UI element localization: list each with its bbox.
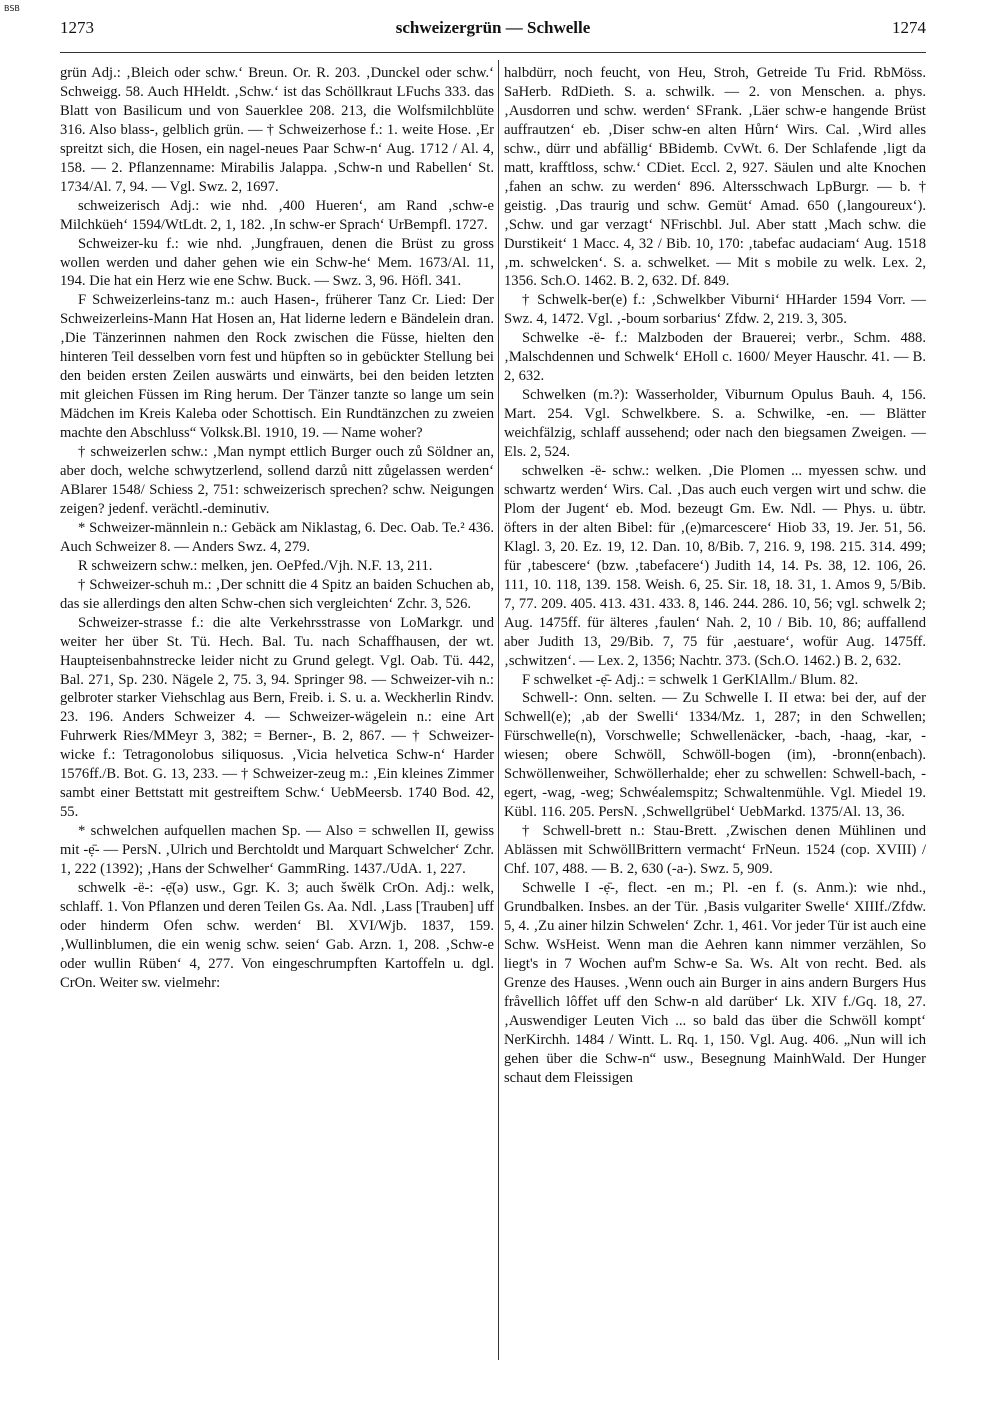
entry-paragraph: schwelk -ë-: -ẹ̄(ə) usw., Ggr. K. 3; auch šwëlk CrOn. Adj.: welk, schlaff. 1. Von Pflanzen und deren Teilen Gs. Aa. Ndl. ‚Lass [Trauben] uff oder hinderm Ofen schw. werden‘ Bl. XVI/Wjb. 1837, 159. ‚Wullinblumen, die ein wenig schw. seien‘ Gab. Arzn. 1, 208. ‚Schw-e oder wullin Rüben‘ 4, 277. Von eingeschrumpften Kartoffeln u. dgl. CrOn. Weiter sw. vielmehr:	[60, 879, 494, 991]
library-stamp: BSB	[4, 4, 20, 13]
entry-paragraph: Schweizer-ku f.: wie nhd. ‚Jungfrauen, denen die Brüst zu gross wollen werden und daher gehen wie ein Schw-he‘ Mem. 1673/Al. 11, 194. Die hat ein Herz wie ene Schw. Buck. — Swz. 3, 96. Höfl. 341.	[60, 235, 494, 290]
entry-paragraph: schwelken -ë- schw.: welken. ‚Die Plomen ... myessen schw. und schwartz werden‘ Wirs. Cal. ‚Das auch euch vergen wirt und schw. die Plom der Jugent‘ eb. Mod. bezeugt Gm. Ew. Ndl. — Phys. u. übtr. öfters in der alten Bibel: für ‚(e)marcescere‘ Hiob 33, 19. Jer. 51, 56. Klagl. 3, 20. Ez. 19, 12. Dan. 10, 8/Bib. 7, 216. 9, 198. 215. 314. 499; für ‚tabescere‘ (bzw. ‚tabefacere‘) Judith 14, 14. Ps. 38, 12. 106, 26. 111, 10. 118, 139. 158. Weish. 6, 25. Sir. 18, 18. 31, 1. Amos 9, 5/Bib. 7, 77. 209. 405. 413. 431. 433. 8, 146. 244. 286. 10, 56; vgl. schwelk 2; Aug. 1475ff. für älteres ‚faulen‘ Nah. 2, 10 / Bib. 10, 86; auffallend aber Judith 13, 29/Bib. 7, 75 für ‚aestuare‘, wofür Aug. 1475ff. ‚schwitzen‘. — Lex. 2, 1356; Nachtr. 373. (Sch.O. 1462.) B. 2, 632.	[504, 463, 926, 669]
running-head: schweizergrün — Schwelle	[395, 18, 591, 37]
entry-paragraph: Schweizer-strasse f.: die alte Verkehrsstrasse von LoMarkgr. und weiter her über St. Tü. Hech. Bal. Tu. nach Schaffhausen, der wt. Haupteisenbahnstrecke leider nicht zu Grund gelegt. Vgl. Oab. Tü. 442, Bal. 271, Sp. 230. Nägele 2, 75. 3, 94. Springer 98. — Schweizer-vih n.: gelbroter starker Viehschlag aus Bern, Freib. i. S. u. a. Weckherlin Rindv. 23. 196. Anders Schweizer 4. — Schweizer-wägelein n.: eine Art Fuhrwerk Ries/MMeyr 3, 382; = Berner-, B. 2, 867. — † Schweizer-wicke f.: Tetragonolobus siliquosus. ‚Vicia helvetica Schw-n‘ Harder 1576ff./B. Bot. G. 13, 233. — † Schweizer-zeug m.: ‚Ein kleines Zimmer sambt einer Bettstatt mit gestreiftem Schw.‘ UebMeersb. 1740 Bod. 42, 55.	[60, 614, 494, 821]
left-column	[60, 64, 494, 1364]
entry-paragraph: schweizerisch Adj.: wie nhd. ‚400 Hueren‘, am Rand ‚schw-e Milchküeh‘ 1594/WtLdt. 2, 1, 182. ‚In schw-er Sprach‘ UrBempfl. 1727.	[60, 197, 494, 233]
entry-paragraph: † Schweizer-schuh m.: ‚Der schnitt die 4 Spitz an baiden Schuchen ab, das sie allerdings den alten Schw-chen sich vergleichten‘ Zchr. 3, 526.	[60, 576, 494, 612]
entry-paragraph: † Schwelk-ber(e) f.: ‚Schwelkber Viburni‘ HHarder 1594 Vorr. — Swz. 4, 1472. Vgl. ‚-boum sorbarius‘ Zfdw. 2, 219. 3, 305.	[504, 292, 926, 328]
entry-paragraph: grün Adj.: ‚Bleich oder schw.‘ Breun. Or. R. 203. ‚Dunckel oder schw.‘ Schweigg. 58. Auch HHeldt. ‚Schw.‘ ist das Schöllkraut LFuchs 333. das Blatt von Basilicum und von Sauerklee 208. 213, die Wolfsmilchblüte 316. Also blass-, gelblich grün. — † Schweizerhose f.: 1. weite Hose. ‚Er spreitzt sich, die Hosen, ein nagel-neues Paar Schw-n‘ Aug. 1712 / Al. 4, 158. — 2. Pflanzenname: Mirabilis Jalappa. ‚Schw-n und Rabellen‘ St. 1734/Al. 7, 94. — Vgl. Swz. 2, 1697.	[60, 65, 494, 195]
right-column	[504, 64, 926, 1364]
entry-paragraph: * Schweizer-männlein n.: Gebäck am Niklastag, 6. Dec. Oab. Te.² 436. Auch Schweizer 8. — Anders Swz. 4, 279.	[60, 519, 494, 555]
entry-paragraph: † Schwell-brett n.: Stau-Brett. ‚Zwischen denen Mühlinen und Ablässen mit SchwöllBrittern vermacht‘ FrNeun. 1524 (cop. XVIII) / Chf. 107, 488. — B. 2, 630 (-a-). Swz. 5, 909.	[504, 823, 926, 878]
page-number-left: 1273	[60, 18, 94, 37]
entry-paragraph: halbdürr, noch feucht, von Heu, Stroh, Getreide Tu Frid. RbMöss. SaHerb. RdDieth. S. a. schwilk. — 2. von Menschen. a. phys. ‚Ausdorren und schw. werden‘ SFrank. ‚Läer schw-e hangende Brüst auffrautzen‘ eb. ‚Diser schw-en alten Hůrn‘ Wirs. Cal. ‚Wird alles schw., dürr und abfällig‘ BBidemb. CvWt. 6. Der Schlafende ‚ligt da matt, krafftloss, schw.‘ CDiet. Eccl. 2, 927. Säulen und alte Knochen ‚fahen an schw. zu werden‘ 896. Altersschwach LpBurgr. — b. † geistig. ‚Das traurig und schw. Gemüt‘ Amad. 650 (‚langoureux‘). ‚Schw. und gar verzagt‘ NFrischbl. Jul. Aber statt ‚Mach schw. die Durstikeit‘ 1 Macc. 4, 32 / Bib. 10, 170: ‚tabefac audaciam‘ Aug. 1518 ‚m. schwelcken‘. S. a. schwelket. — Mit s mobile zu welk. Lex. 2, 1356. Sch.O. 1462. B. 2, 632. Df. 849.	[504, 65, 926, 290]
column-divider	[498, 60, 499, 1360]
page-number-right: 1274	[892, 18, 926, 37]
entry-paragraph: Schwelke -ë- f.: Malzboden der Brauerei; verbr., Schm. 488. ‚Malschdennen und Schwelk‘ EHoll c. 1600/ Meyer Hauschr. 41. — B. 2, 632.	[504, 330, 926, 385]
entry-paragraph: * schwelchen aufquellen machen Sp. — Also = schwellen II, gewiss mit -ẹ̄- — PersN. ‚Ulrich und Berchtoldt und Marquart Schwelcher‘ Zchr. 1, 222 (1392); ‚Hans der Schwelher‘ GammRing. 1437./UdA. 1, 227.	[60, 823, 494, 878]
header-rule	[60, 52, 926, 53]
entry-paragraph: F schwelket -ẹ̄- Adj.: = schwelk 1 GerKlAllm./ Blum. 82.	[522, 671, 859, 688]
entry-paragraph: R schweizern schw.: melken, jen. OePfed./Vjh. N.F. 13, 211.	[78, 557, 433, 574]
entry-paragraph: F Schweizerleins-tanz m.: auch Hasen-, früherer Tanz Cr. Lied: Der Schweizerleins-Mann Hat Hosen an, Hat liderne ledern e Bändelein dran. ‚Die Tänzerinnen nahmen den Rock zwischen die Füsse, hielten den hinteren Teil desselben vorn fest und hüpften so in gebückter Stellung bei den beiden ersten Zeilen auswärts und einwärts, bei den beiden letzten mit gleichen Füssen im Ring herum. Der Tänzer tanzte so lange um sein Mädchen im Kreis Kaleba oder Schottisch. Ein Rundtänzchen zu zweien machte den Abschluss“ Volksk.Bl. 1910, 19. — Name woher?	[60, 292, 494, 442]
entry-paragraph: Schwelle I -ẹ̄-, flect. -en m.; Pl. -en f. (s. Anm.): wie nhd., Grundbalken. Insbes. an der Tür. ‚Basis vulgariter Swelle‘ XIIIf./Zfdw. 5, 4. ‚Zu ainer hilzin Schwelen‘ Zchr. 1, 461. Vor jeder Tür ist auch eine Schw. WsHeist. Wenn man die Aehren kann nimmer verzählen, So liegt's in 7 Wochen auf'm Schw-e Sa. Ws. Alt von recht. Bed. als Grenze des Hauses. ‚Wenn ouch ain Burger in ains andern Burgers Hus fråvellich lôffet uff den Schw-n ald darüber‘ Lk. XIV f./Gq. 18, 27. ‚Auswendiger Leuten Vich ... so bald das über die Schwöll kompt‘ NerKirchh. 1484 / Wintt. L. Rq. 1, 150. Vgl. Aug. 406. „Nun will ich gehen über die Schw-n“ usw., Besegnung MainhWald. Der Hunger schaut dem Fleissigen	[504, 879, 926, 1086]
page-header	[60, 18, 926, 44]
entry-paragraph: Schwelken (m.?): Wasserholder, Viburnum Opulus Bauh. 4, 156. Mart. 254. Vgl. Schwelkbere. S. a. Schwilke, -en. — Blätter weichfälzig, schlaff aussehend; oder nach den biegsamen Zweigen. — Els. 2, 524.	[504, 387, 926, 461]
entry-paragraph: Schwell-: Onn. selten. — Zu Schwelle I. II etwa: bei der, auf der Schwell(e); ‚ab der Swelli‘ 1334/Mz. 1, 287; in den Schwellen; Fürschwelle(n), Vorschwelle; Schwellenäcker, -bach, -haag, -kar, -wiesen; obere Schwöll, Schwöll-bogen (im), -bronn(enbach). Schwöllenweiher, Schwöllerhalde; eher zu schwellen: Schwell-bach, -egert, -wag, -weg; Schwéalemspitz; Schwaltenmühle. Vgl. Miedel 19. Kübl. 116. 205. PersN. ‚Schwellgrübel‘ UebMarkd. 1375/Al. 13, 36.	[504, 690, 926, 821]
entry-paragraph: † schweizerlen schw.: ‚Man nympt ettlich Burger ouch zů Söldner an, aber doch, welche schwytzerlend, sollend darzů nitt zůgelassen werden‘ ABlarer 1548/ Schiess 2, 751: schweizerisch sprechen? schw. Neigungen zeigen? jedenf. verächtl.-deminutiv.	[60, 444, 494, 517]
